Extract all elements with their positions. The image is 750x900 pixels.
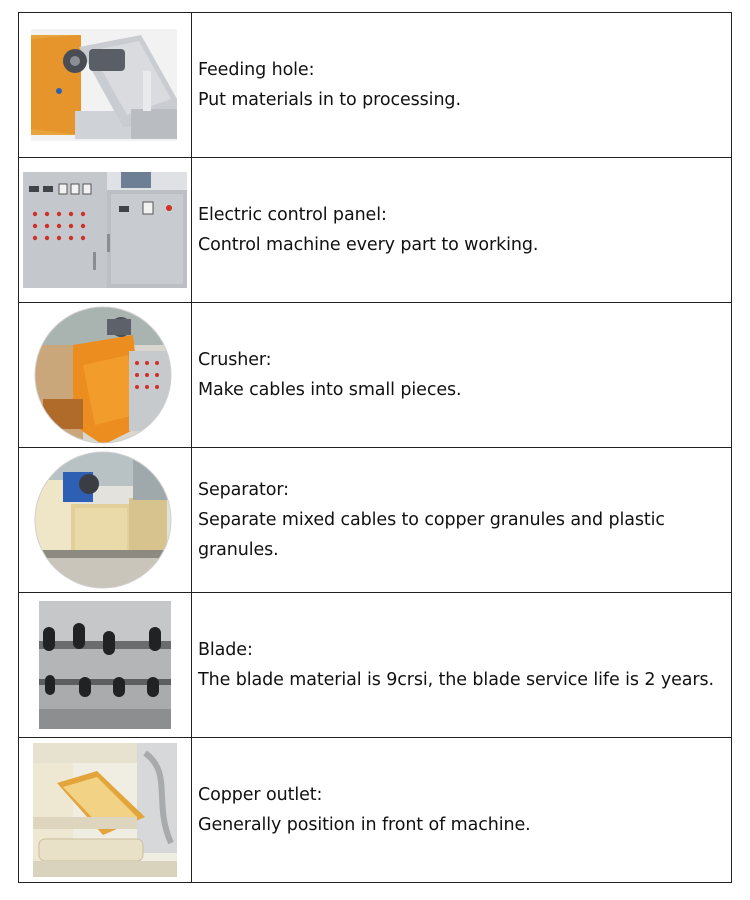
blade-photo <box>39 601 171 729</box>
image-cell <box>19 13 192 158</box>
row-description: Put materials in to processing. <box>198 90 461 110</box>
row-title: Copper outlet: <box>198 785 323 805</box>
text-cell <box>192 448 732 593</box>
control-panel-photo <box>23 172 187 288</box>
row-description: Generally position in front of machine. <box>198 815 531 835</box>
table-row <box>19 593 732 738</box>
crusher-photo <box>33 305 173 445</box>
text-cell <box>192 303 732 448</box>
row-title: Crusher: <box>198 350 272 370</box>
image-cell <box>19 303 192 448</box>
image-cell <box>19 593 192 738</box>
row-description: Separate mixed cables to copper granules and plastic granules. <box>198 510 665 560</box>
separator-photo <box>33 450 173 590</box>
row-description: The blade material is 9crsi, the blade service life is 2 years. <box>198 670 714 690</box>
table-row <box>19 738 732 883</box>
table-row <box>19 158 732 303</box>
row-title: Blade: <box>198 640 253 660</box>
image-cell <box>19 738 192 883</box>
text-cell <box>192 13 732 158</box>
row-description: Make cables into small pieces. <box>198 380 462 400</box>
text-cell <box>192 593 732 738</box>
feeding-hole-photo <box>31 29 177 141</box>
table-row <box>19 448 732 593</box>
image-cell <box>19 448 192 593</box>
copper-outlet-photo <box>33 743 177 877</box>
table-row <box>19 13 732 158</box>
table-row <box>19 303 732 448</box>
image-cell <box>19 158 192 303</box>
row-title: Separator: <box>198 480 289 500</box>
row-title: Feeding hole: <box>198 60 315 80</box>
row-description: Control machine every part to working. <box>198 235 539 255</box>
component-table <box>18 12 732 883</box>
row-title: Electric control panel: <box>198 205 387 225</box>
text-cell <box>192 738 732 883</box>
text-cell <box>192 158 732 303</box>
